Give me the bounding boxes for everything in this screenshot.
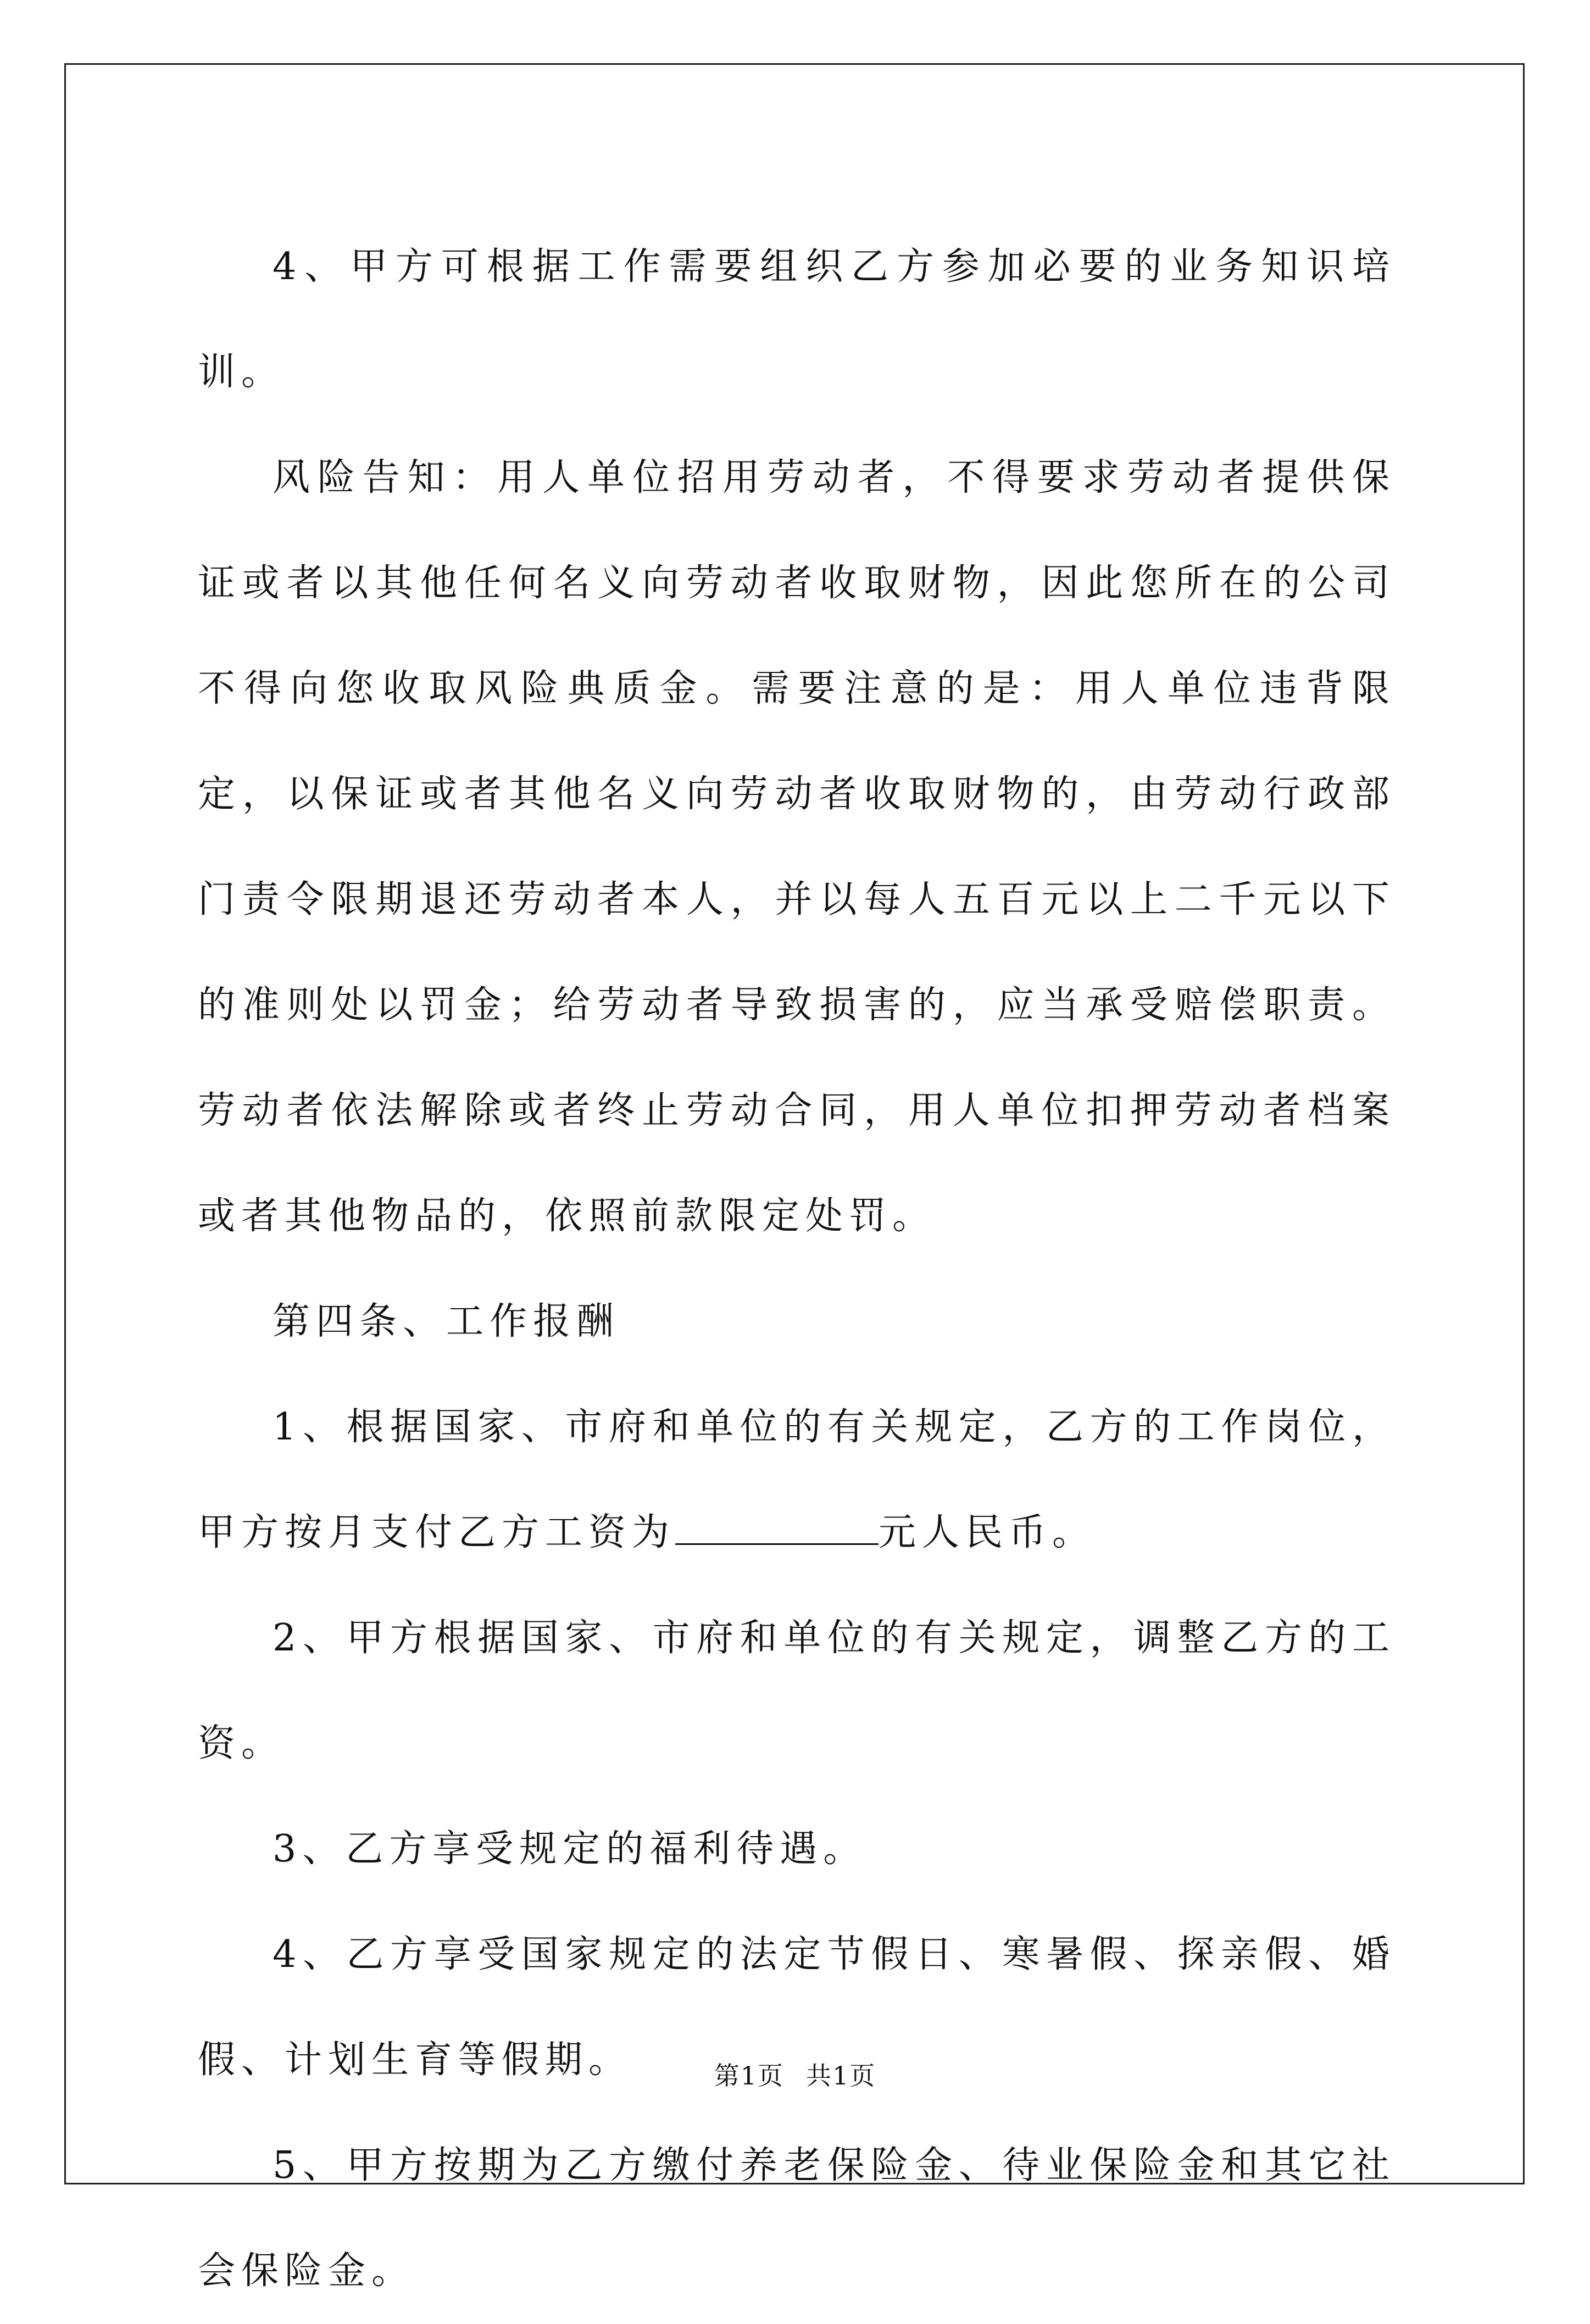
page-footer: [0, 2056, 1590, 2092]
salary-blank-line: [675, 1510, 879, 1545]
salary-text-after: 元人民币。: [879, 1511, 1096, 1554]
section-heading-remuneration: 第四条、工作报酬: [273, 1300, 620, 1343]
paragraph-insurance: 5、甲方按期为乙方缴付养老保险金、待业保险金和其它社会保险金。: [198, 2144, 1396, 2293]
paragraph-holidays: 4、乙方享受国家规定的法定节假日、寒暑假、探亲假、婚假、计划生育等假期。: [198, 1933, 1396, 2082]
paragraph-training: 4、甲方可根据工作需要组织乙方参加必要的业务知识培训。: [198, 245, 1396, 394]
paragraph-welfare: 3、乙方享受规定的福利待遇。: [273, 1827, 867, 1871]
page-number-current: 第1页: [714, 2061, 784, 2091]
paragraph-risk-notice: 风险告知：用人单位招用劳动者，不得要求劳动者提供保证或者以其他任何名义向劳动者收取财物，因此您所在的公司不得向您收取风险典质金。需要注意的是：用人单位违背限定，以保证或者其他名义向劳动者收取财物的，由劳动行政部门责令限期退还劳动者本人，并以每人五百元以上二千元以下的准则处以罚金；给劳动者导致损害的，应当承受赔偿职责。劳动者依法解除或者终止劳动合同，用人单位扣押劳动者档案或者其他物品的，依照前款限定处罚。: [198, 456, 1396, 1238]
salary-text-before: 1、根据国家、市府和单位的有关规定，乙方的工作岗位，甲方按月支付乙方工资为: [198, 1405, 1396, 1554]
paragraph-salary-adjust: 2、甲方根据国家、市府和单位的有关规定，调整乙方的工资。: [198, 1616, 1396, 1765]
paragraph-salary: [198, 1375, 1396, 1586]
document-body: [198, 214, 1396, 2324]
page-number-total: 共1页: [806, 2061, 876, 2091]
